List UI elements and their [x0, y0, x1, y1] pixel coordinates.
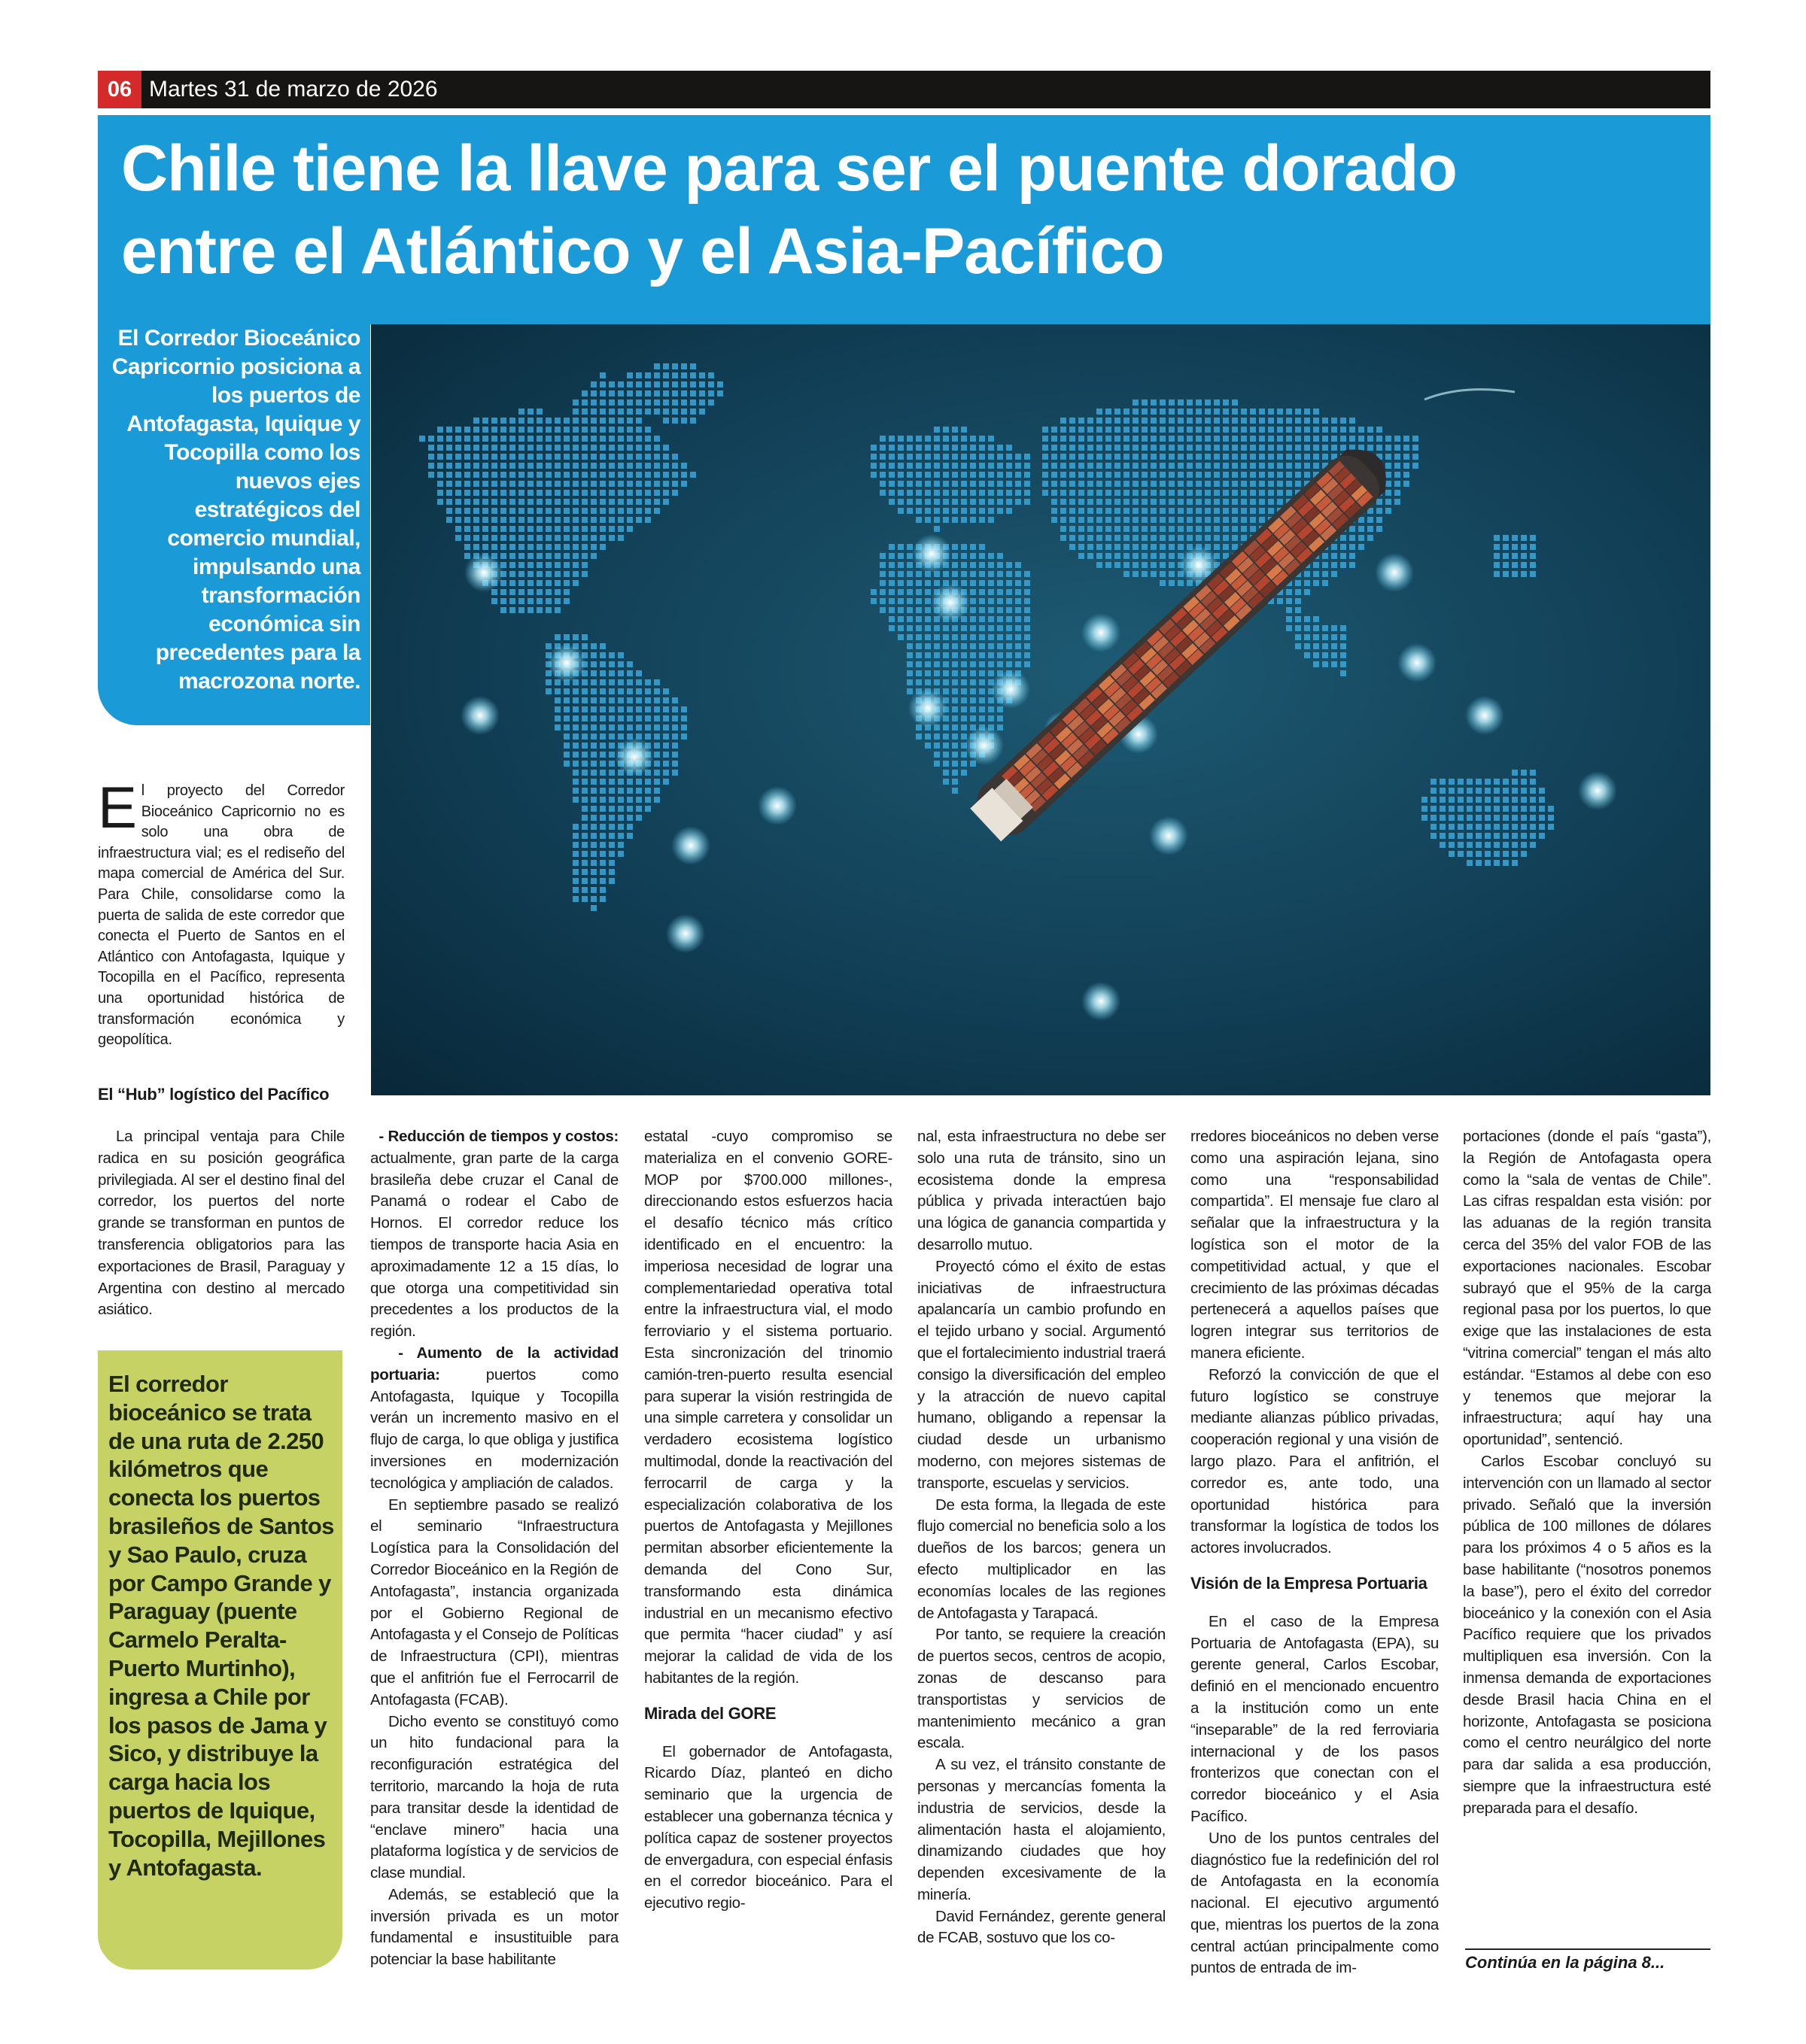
col4-paragraph-4: Por tanto, se requiere la creación de puertos secos, centros de acopio, zonas de descanso para transportistas y servicios de mantenimiento mecánico a gran escala.	[917, 1626, 1166, 1752]
headline-line-1: Chile tiene la llave para ser el puente dorado	[121, 132, 1457, 205]
intro-paragraph	[98, 774, 345, 1051]
callout-text: El corredor bioceánico se trata de una ruta de 2.250 kilómetros que conecta los puertos brasileños de Santos y Sao Paulo, cruza por Campo Grande y Paraguay (puente Carmelo Peralta-Puerto Murtinho), ingresa a Chile por los pasos de Jama y Sico, y distribuye la carga hacia los puertos de Iquique, Tocopilla, Mejillones y Antofagasta.	[108, 1371, 334, 1881]
col6-paragraph-1: portaciones (donde el país “gasta”), la Región de Antofagasta opera como la “sala de ventas de Chile”. Las cifras respaldan esta visión: por las aduanas de la región transita cerca del 35% del valor FOB de las exportaciones nacionales. Escobar subrayó que el 95% de la carga regional pasa por los puertos, lo que exige que las instalaciones de esta “vitrina comercial” tengan el más alto estándar. “Estamos al debe con eso y tenemos que mejorar la infraestructura; aquí hay una oportunidad”, sentenció.	[1463, 1128, 1711, 1449]
col5-paragraph-2: Reforzó la convicción de que el futuro logístico se construye mediante alianzas público privadas, cooperación regional y una visión de largo plazo. Para el anfitrión, el corredor es, ante todo, una oportunidad histórica para transformar la logística de todos los actores involucrados.	[1190, 1365, 1439, 1557]
callout-box	[98, 1350, 342, 1970]
col3-paragraph-2: El gobernador de Antofagasta, Ricardo Díaz, planteó en dicho seminario que la urgencia de establecer una gobernanza técnica y política capaz de sostener proyectos de envergadura, con especial énfasis en el corredor bioceánico. Para el ejecutivo regio-	[644, 1742, 892, 1912]
col5-paragraph-3: En el caso de la Empresa Portuaria de Antofagasta (EPA), su gerente general, Carlos Escobar, definió en el mencionado encuentro a la institución como un ente “inseparable” de la red ferroviaria internacional y de los pasos fronterizos que conectan con el corredor bioceánico y el Asia Pacífico.	[1190, 1612, 1439, 1825]
col4-paragraph-6: David Fernández, gerente general de FCAB, sostuvo que los co-	[917, 1907, 1166, 1947]
column-4	[917, 1126, 1166, 1949]
issue-date: Martes 31 de marzo de 2026	[149, 77, 438, 102]
col5-paragraph-1: rredores bioceánicos no deben verse como una aspiración lejana, sino como una “responsabilidad compartida”. El mensaje fue claro al señalar que la infraestructura y la logística son el motor de la competitividad actual, y que el crecimiento de las próximas décadas pertenecerá a aquellos países que logren integrar sus territorios de manera eficiente.	[1190, 1128, 1439, 1362]
page-number: 06	[98, 71, 141, 108]
hub-heading: El “Hub” logístico del Pacífico	[98, 1085, 330, 1104]
col2-paragraph-3: En septiembre pasado se realizó el seminario “Infraestructura Logística para la Consolidación del Corredor Bioceánico en la Región de Antofagasta”, instancia organizada por el Gobierno Regional de Antofagasta y el Consejo de Políticas de Infraestructura (CPI), mientras que el anfitrión fue el Ferrocarril de Antofagasta (FCAB).	[370, 1496, 619, 1708]
col3-paragraph-1: estatal -cuyo compromiso se materializa en el convenio GORE-MOP por $700.000 millones-, direccionando estos esfuerzos hacia el desafío técnico más crítico identificado en el encuentro: la imperiosa necesidad de lograr una complementariedad operativa total entre la infraestructura vial, el modo ferroviario y el sistema portuario. Esta sincronización del trinomio camión-tren-puerto resulta esencial para superar la visión restringida de una simple carretera y consolidar un verdadero ecosistema logístico multimodal, donde la reactivación del ferrocarril de carga y la especialización colaborativa de los puertos de Antofagasta y Mejillones permitan absorber eficientemente la demanda del Cono Sur, transformando esta dinámica industrial en un mecanismo efectivo que permita “hacer ciudad” y así mejorar la calidad de vida de los habitantes de la región.	[644, 1128, 892, 1687]
col4-paragraph-3: De esta forma, la llegada de este flujo comercial no beneficia solo a los dueños de los barcos; genera un efecto multiplicador en las economías locales de las regiones de Antofagasta y Tarapacá.	[917, 1496, 1166, 1622]
column-1	[98, 1126, 345, 1321]
column-2	[370, 1126, 619, 1971]
bullet-port-activity-text: puertos como Antofagasta, Iquique y Tocopilla verán un incremento masivo en el flujo de carga, lo que obliga y justifica inversiones en modernización tecnológica y ampliación de calados.	[370, 1365, 619, 1492]
column-6	[1463, 1126, 1711, 1820]
col5-paragraph-4: Uno de los puntos centrales del diagnóstico fue la redefinición del rol de Antofagasta en la economía nacional. El ejecutivo argumentó que, mientras los puertos de la zona central actúan principalmente como puntos de entrada de im-	[1190, 1829, 1439, 1977]
col4-paragraph-5: A su vez, el tránsito constante de personas y mercancías fomenta la industria de servicios, desde la alimentación hasta el alojamiento, dinamizando ciudades que hoy dependen excesivamente de la minería.	[917, 1756, 1166, 1903]
bullet-time-cost-text: actualmente, gran parte de la carga brasileña debe cruzar el Canal de Panamá o rodear el Cabo de Hornos. El corredor reduce los tiempos de transporte hacia Asia en aproximadamente 12 a 15 días, lo que otorga una competitividad sin precedentes a los productos de la región.	[370, 1149, 619, 1341]
column-3	[644, 1126, 892, 1915]
page-header-bar	[98, 71, 1710, 108]
headline	[121, 127, 1701, 293]
col2-paragraph-4: Dicho evento se constituyó como un hito fundacional para la reconfiguración estratégica del territorio, marcando la hoja de ruta para transitar desde la identidad de “enclave minero” hacia una plataforma logística y de servicios de clase mundial.	[370, 1712, 619, 1882]
continue-divider	[1465, 1948, 1710, 1950]
bullet-port-activity	[370, 1343, 619, 1495]
lead-text: El Corredor Bioceánico Capricornio posiciona a los puertos de Antofagasta, Iquique y Tocopilla como los nuevos ejes estratégicos del comercio mundial, impulsando una transformación económica sin precedentes para la macrozona norte.	[111, 326, 360, 694]
col6-paragraph-2: Carlos Escobar concluyó su intervención con un llamado al sector privado. Señaló que la inversión pública de 100 millones de dólares para los próximos 4 o 5 años es la base habilitante (“nosotros ponemos la base”), pero el éxito del corredor bioceánico y la conexión con el Asia Pacífico requiere que los privados multipliquen esa inversión. Con la inmensa demanda de exportaciones desde Brasil hacia China en el horizonte, Antofagasta se posiciona como el centro neurálgico del norte para dar salida a esa producción, siempre que la infraestructura esté preparada para el desafío.	[1463, 1452, 1711, 1817]
column-5	[1190, 1126, 1439, 1979]
col4-paragraph-2: Proyectó cómo el éxito de estas iniciativas de infraestructura apalancaría un cambio profundo en el tejido urbano y social. Argumentó que el fortalecimiento industrial traerá consigo la diversificación del empleo y la atracción de nuevo capital humano, obligando a repensar la ciudad desde un urbanismo moderno, con mejores sistemas de transporte, escuelas y servicios.	[917, 1257, 1166, 1492]
lead-box	[98, 324, 370, 725]
bullet-time-cost-label: - Reducción de tiempos y costos:	[379, 1128, 619, 1145]
col2-paragraph-5: Además, se estableció que la inversión privada es un motor fundamental e insustituible para potenciar la base habilitante	[370, 1885, 619, 1969]
cargo-ship-world-map-photo	[371, 324, 1710, 1095]
bullet-time-cost	[370, 1126, 619, 1343]
continue-link[interactable]: Continúa en la página 8...	[1465, 1953, 1665, 1972]
bullet-port-activity-label: - Aumento de la actividad portuaria:	[370, 1344, 619, 1383]
gore-heading: Mirada del GORE	[644, 1703, 777, 1723]
headline-line-2: entre el Atlántico y el Asia-Pacífico	[121, 215, 1164, 287]
epa-heading: Visión de la Empresa Portuaria	[1190, 1573, 1427, 1593]
drop-cap: E	[98, 774, 137, 840]
intro-text: l proyecto del Corredor Bioceánico Capricornio no es solo una obra de infraestructura vial; es el rediseño del mapa comercial de América del Sur. Para Chile, consolidarse como la puerta de salida de este corredor que conecta el Puerto de Santos en el Atlántico con Antofagasta, Iquique y Tocopilla en el Pacífico, representa una oportunidad histórica de transformación económica y geopolítica.	[98, 782, 345, 1049]
col1-paragraph: La principal ventaja para Chile radica en su posición geográfica privilegiada. Al ser el destino final del corredor, los puertos del norte grande se transforman en puntos de transferencia obligatorios para las exportaciones de Brasil, Paraguay y Argentina con destino al mercado asiático.	[98, 1128, 345, 1319]
headline-banner	[98, 115, 1710, 324]
col4-paragraph-1: nal, esta infraestructura no debe ser solo una ruta de tránsito, sino un ecosistema donde la empresa pública y privada interactúen bajo una lógica de ganancia compartida y desarrollo mutuo.	[917, 1128, 1166, 1253]
